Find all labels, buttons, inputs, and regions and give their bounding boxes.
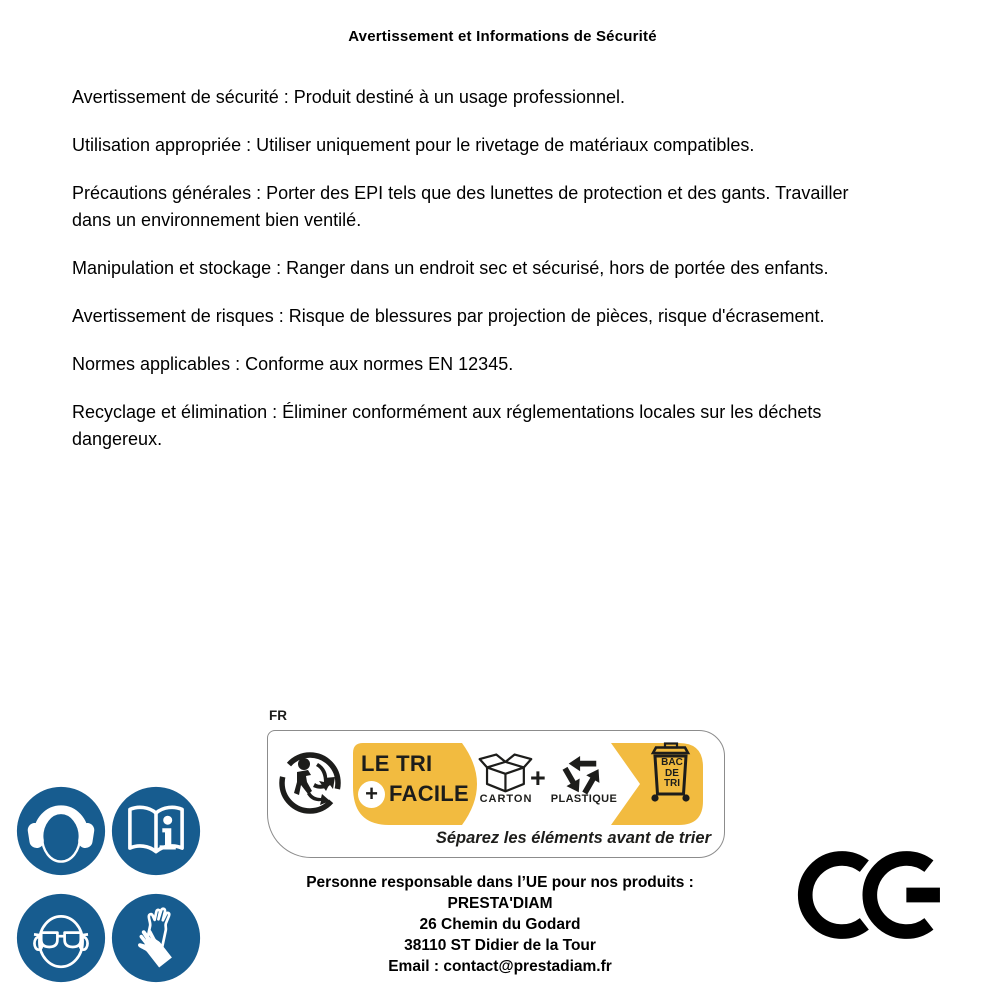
paragraph-general-precautions: Précautions générales : Porter des EPI tels que des lunettes de protection et des gants. Travailler dans un environnement bien ventilé. — [72, 183, 849, 230]
read-instruction-manual-icon — [111, 786, 201, 876]
tri-facile-recycling-label — [267, 730, 725, 858]
page-title: Avertissement et Informations de Sécurité — [348, 28, 657, 45]
paragraph-appropriate-use: Utilisation appropriée : Utiliser uniquement pour le rivetage de matériaux compatibles. — [72, 135, 755, 155]
paragraph-recycling-disposal: Recyclage et élimination : Éliminer conformément aux réglementations locales sur les déchets dangereux. — [72, 402, 822, 449]
wear-ear-protection-icon — [16, 786, 106, 876]
city-address: 38110 ST Didier de la Tour — [404, 937, 596, 954]
paragraph-safety-warning: Avertissement de sécurité : Produit destiné à un usage professionnel. — [72, 87, 625, 107]
tri-headline-line2: FACILE — [389, 781, 470, 806]
ce-mark-icon — [797, 843, 952, 952]
wear-eye-protection-icon — [16, 893, 106, 983]
tri-headline-line1: LE TRI — [361, 751, 433, 776]
responsible-line: Personne responsable dans l’UE pour nos produits : — [306, 874, 694, 891]
bin-text: BAC DE TRI — [661, 757, 683, 789]
tri-plus-badge: + — [358, 781, 385, 808]
triman-recycling-icon — [282, 755, 338, 811]
contact-email: Email : contact@prestadiam.fr — [388, 958, 612, 975]
country-code-label: FR — [269, 708, 287, 723]
material-plus-sign: + — [530, 763, 546, 793]
responsible-person-block — [270, 872, 730, 977]
plastique-label: PLASTIQUE — [550, 793, 618, 805]
sorting-tagline: Séparez les éléments avant de trier — [435, 829, 711, 847]
paragraph-handling-storage: Manipulation et stockage : Ranger dans un endroit sec et sécurisé, hors de portée des enfants. — [72, 258, 829, 278]
paragraph-applicable-standards: Normes applicables : Conforme aux normes EN 12345. — [72, 354, 514, 374]
carton-label: CARTON — [479, 793, 533, 805]
wear-protective-gloves-icon — [111, 893, 201, 983]
street-address: 26 Chemin du Godard — [419, 916, 581, 933]
paragraph-risk-warning: Avertissement de risques : Risque de blessures par projection de pièces, risque d'écrasement. — [72, 306, 825, 326]
safety-paragraphs — [72, 84, 944, 474]
company-name: PRESTA'DIAM — [447, 895, 553, 912]
